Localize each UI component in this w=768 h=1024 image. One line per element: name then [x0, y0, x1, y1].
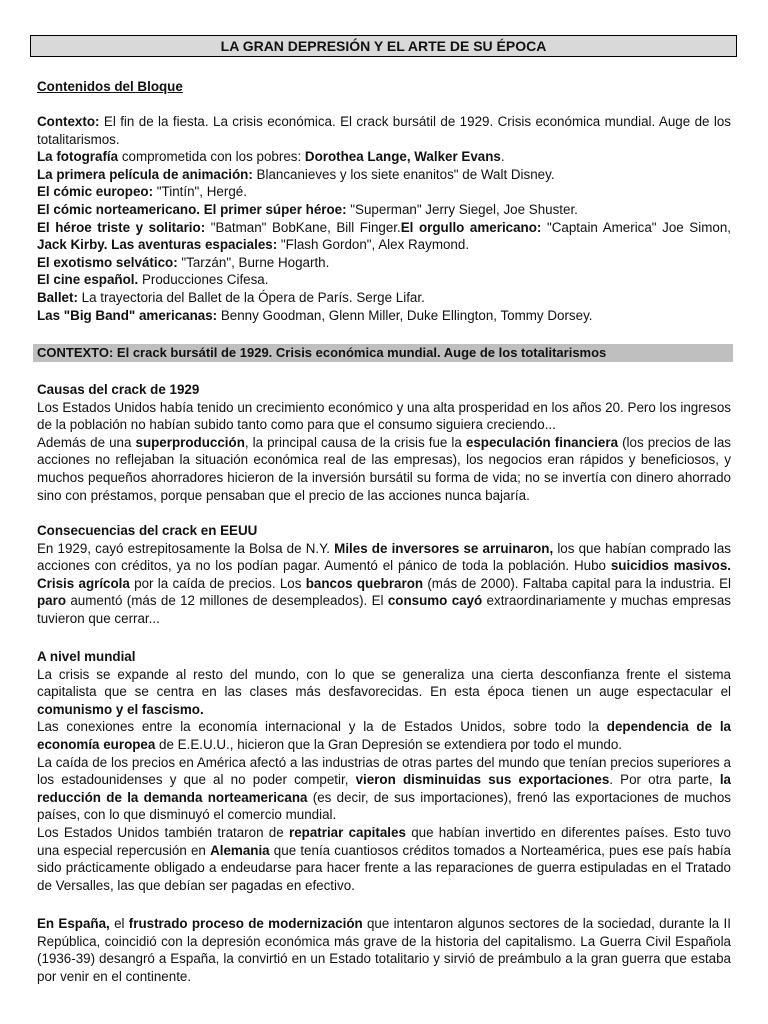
- text-run: "Flash Gordon", Alex Raymond.: [277, 237, 470, 253]
- text-run: (los precios de las acciones no reflejaban la situación económica real de las empresas), los negocios eran rápidos y beneficiosos, y muchos pequeños ahorradores hicieron de la inversión bursátil su forma de vida; no se invertía con dinero ahorrado sino con préstamos, porque pensaban que el precio de las acciones nunca bajaría.: [37, 434, 731, 503]
- paragraph: [37, 754, 731, 824]
- text-run: comprometida con los pobres:: [118, 149, 305, 165]
- text-run: , la principal causa de la crisis fue la: [244, 434, 466, 450]
- text-run: de E.E.U.U., hicieron que la Gran Depresión se extendiera por todo el mundo.: [155, 736, 623, 752]
- text-run: .: [500, 149, 505, 165]
- bold-text: Dorothea Lange, Walker Evans: [304, 149, 501, 165]
- text-run: La caída de los precios en América afectó a las industrias de otras partes del mundo que tenían precios superiores a los estadounidenses y que al no poder competir,: [37, 754, 731, 788]
- text-run: La trayectoria del Ballet de la Ópera de París. Serge Lifar.: [77, 289, 425, 305]
- contents-item: [37, 113, 731, 148]
- paragraph: [37, 915, 731, 985]
- bold-text: El cómic europeo:: [37, 184, 154, 200]
- contents-item: [37, 148, 731, 166]
- sec-espana: [37, 915, 731, 985]
- contents-item: [37, 183, 731, 201]
- bold-text: vieron disminuidas sus exportaciones: [355, 772, 610, 788]
- contents-heading: Contenidos del Bloque: [37, 79, 183, 94]
- text-run: que intentaron algunos sectores de la sociedad, durante la II República, coincidió con la depresión económica más grave de la historia del capitalismo. La Guerra Civil Española (1936-39) desangró a España, la convirtió en un Estado totalitario y sirvió de preámbulo a la gran guerra que estaba por venir en el continente.: [37, 916, 731, 984]
- text-run: Producciones Cifesa.: [138, 272, 269, 288]
- text-run: "Superman" Jerry Siegel, Joe Shuster.: [346, 201, 578, 217]
- text-run: los que habían comprado las acciones con créditos, ya no los podían pagar. Aumentó el pánico de toda la población. Hubo: [37, 540, 731, 574]
- paragraph: [37, 399, 731, 434]
- sec-causas: [37, 381, 731, 504]
- text-run: El fin de la fiesta. La crisis económica. El crack bursátil de 1929. Crisis económica mundial. Auge de los totalitarismos.: [37, 114, 731, 147]
- text-run: (es decir, de sus importaciones), frenó las exportaciones de muchos países, con lo que disminuyó el comercio mundial.: [37, 789, 731, 823]
- text-run: . Por otra parte,: [609, 772, 720, 788]
- text-run: "Captain America" Joe Simon,: [541, 219, 731, 235]
- text-run: aumentó (más de 12 millones de desempleados). El: [66, 593, 388, 609]
- bold-text: frustrado proceso de modernización: [128, 916, 363, 931]
- text-run: "Batman" BobKane, Bill Finger.: [205, 219, 401, 235]
- contents-list: [37, 113, 731, 324]
- text-run: que habían invertido en diferentes países. Esto tuvo una especial repercusión en: [37, 824, 732, 858]
- contents-block: [37, 78, 731, 96]
- bold-text: En España,: [37, 916, 110, 931]
- bold-text: Jack Kirby. Las aventuras espaciales:: [37, 237, 278, 253]
- text-run: el: [109, 916, 129, 931]
- text-run: Blancanieves y los siete enanitos" de Walt Disney.: [252, 166, 555, 182]
- text-run: (más de 2000). Faltaba capital para la industria. El: [423, 575, 732, 591]
- contents-item: [37, 219, 731, 254]
- paragraph: [37, 666, 731, 719]
- text-run: que tenía cuantiosos créditos tomados a Norteamérica, pues ese país había sido prácticamente obligado a endeudarse para hacer frente a las reparaciones de guerra estipuladas en el Tratado de Versalles, las que debían ser pagadas en efectivo.: [37, 842, 732, 893]
- text-run: Benny Goodman, Glenn Miller, Duke Ellington, Tommy Dorsey.: [217, 307, 593, 323]
- bold-text: El orgullo americano:: [400, 219, 542, 235]
- contents-item: [37, 254, 731, 272]
- paragraph: [37, 718, 731, 753]
- text-run: Los Estados Unidos también trataron de: [37, 824, 289, 840]
- bold-text: comunismo y el fascismo.: [37, 701, 204, 717]
- paragraph: [37, 540, 731, 628]
- sec-mundial: [37, 648, 731, 894]
- paragraph: [37, 824, 731, 894]
- text-run: Además de una: [37, 434, 136, 450]
- bold-text: El exotismo selvático:: [37, 254, 178, 270]
- bold-text: Alemania: [210, 842, 270, 858]
- section-subheading: A nivel mundial: [37, 649, 136, 664]
- bold-text: paro: [37, 593, 67, 609]
- text-run: por la caída de precios. Los: [129, 575, 306, 591]
- bold-text: Contexto:: [37, 114, 100, 129]
- bold-text: la reducción de la demanda norteamericana: [37, 772, 731, 805]
- bold-text: Las "Big Band" americanas:: [37, 307, 218, 323]
- text-run: "Tarzán", Burne Hogarth.: [177, 254, 330, 270]
- section-subheading: Causas del crack de 1929: [37, 382, 200, 397]
- contents-item: [37, 307, 731, 325]
- bold-text: Miles de inversores se arruinaron,: [334, 540, 554, 556]
- sec-consecuencias: [37, 522, 731, 628]
- section-subheading: Consecuencias del crack en EEUU: [37, 523, 258, 538]
- contents-item: [37, 271, 731, 289]
- bold-text: superproducción: [135, 434, 245, 450]
- bold-text: especulación financiera: [465, 434, 619, 450]
- text-run: "Tintín", Hergé.: [153, 184, 247, 200]
- bold-text: repatriar capitales: [288, 824, 406, 840]
- bold-text: El héroe triste y solitario:: [37, 219, 206, 235]
- bold-text: La fotografía: [37, 149, 119, 165]
- bold-text: La primera película de animación:: [37, 166, 253, 182]
- page-title: LA GRAN DEPRESIÓN Y EL ARTE DE SU ÉPOCA: [30, 35, 737, 57]
- bold-text: dependencia de la economía europea: [37, 719, 731, 752]
- bold-text: suicidios masivos. Crisis agrícola: [37, 558, 731, 591]
- text-run: Los Estados Unidos había tenido un crecimiento económico y una alta prosperidad en los años 20. Pero los ingresos de la población no habían subido tanto como para que el consumo siguiera creciendo...: [37, 399, 731, 433]
- contents-item: [37, 166, 731, 184]
- contents-item: [37, 289, 731, 307]
- contents-item: [37, 201, 731, 219]
- text-run: En 1929, cayó estrepitosamente la Bolsa de N.Y.: [37, 540, 335, 556]
- bold-text: bancos quebraron: [305, 575, 424, 591]
- bold-text: El cómic norteamericano. El primer súper héroe:: [37, 201, 347, 217]
- text-run: Las conexiones entre la economía internacional y la de Estados Unidos, sobre todo la: [37, 719, 607, 735]
- paragraph: [37, 434, 731, 504]
- text-run: La crisis se expande al resto del mundo, con lo que se generaliza una cierta desconfianza frente el sistema capitalista que se centra en las clases más desfavorecidas. En esta época tienen un auge espectacular el: [37, 666, 731, 700]
- bold-text: El cine español.: [37, 272, 139, 288]
- text-run: extraordinariamente y muchas empresas tuvieron que cerrar...: [37, 593, 731, 626]
- bold-text: consumo cayó: [387, 593, 483, 609]
- section-heading-context: CONTEXTO: El crack bursátil de 1929. Crisis económica mundial. Auge de los totalitarismos: [33, 344, 733, 362]
- bold-text: Ballet:: [37, 289, 78, 305]
